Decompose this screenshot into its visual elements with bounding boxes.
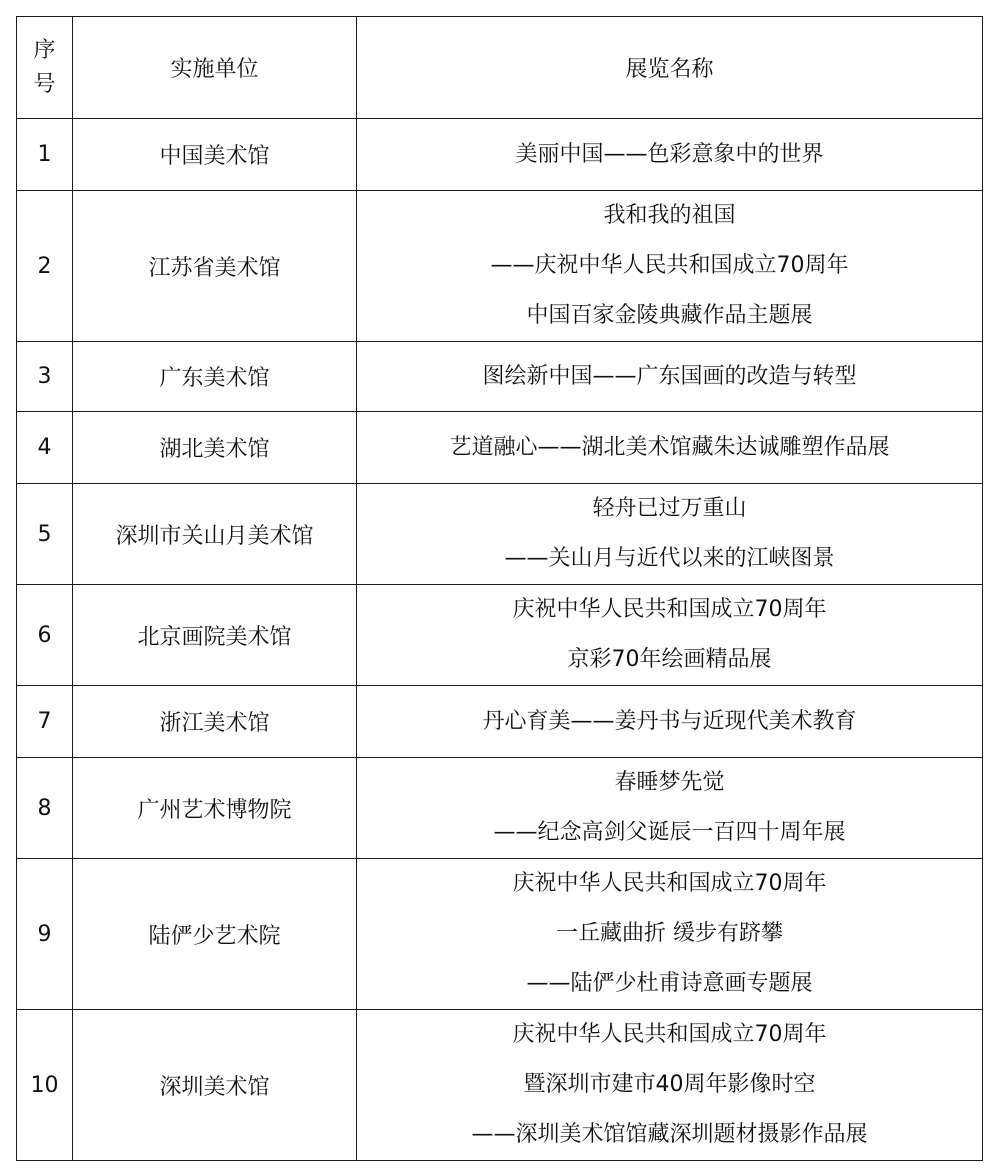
exhibition-line: 春睡梦先觉 [614,770,725,795]
exhibition-line: 暨深圳市建市40周年影像时空 [523,1072,816,1097]
exhibition-cell [357,1010,983,1161]
row-number: 4 [17,412,73,484]
exhibition-line: ——陆俨少杜甫诗意画专题展 [526,971,813,996]
organization-cell: 陆俨少艺术院 [73,859,357,1010]
exhibition-cell [357,484,983,585]
organization-cell: 广州艺术博物院 [73,758,357,859]
exhibition-line: ——庆祝中华人民共和国成立70周年 [490,253,849,278]
row-number: 3 [17,342,73,412]
organization-cell: 北京画院美术馆 [73,585,357,686]
exhibition-line: ——关山月与近代以来的江峡图景 [504,546,835,571]
header-serial-number [17,17,73,119]
organization-cell: 湖北美术馆 [73,412,357,484]
table-row [17,191,983,342]
exhibition-line: ——深圳美术馆馆藏深圳题材摄影作品展 [471,1122,868,1147]
organization-cell: 深圳市关山月美术馆 [73,484,357,585]
organization-cell: 中国美术馆 [73,119,357,191]
table-row [17,859,983,1010]
header-serial-line-2: 号 [33,71,56,97]
exhibition-line: 丹心育美——姜丹书与近现代美术教育 [482,708,857,734]
exhibition-line: 庆祝中华人民共和国成立70周年 [512,871,827,896]
row-number: 2 [17,191,73,342]
exhibition-cell [357,119,983,191]
header-exhibition-name: 展览名称 [357,17,983,119]
exhibition-line: 我和我的祖国 [603,203,736,228]
table-row [17,585,983,686]
exhibition-cell [357,758,983,859]
row-number: 1 [17,119,73,191]
exhibition-line: 轻舟已过万重山 [592,496,747,521]
exhibition-cell [357,585,983,686]
row-number: 9 [17,859,73,1010]
exhibition-line: 艺道融心——湖北美术馆藏朱达诚雕塑作品展 [449,434,890,460]
table-header-row [17,17,983,119]
row-number: 8 [17,758,73,859]
exhibition-table [16,16,983,1161]
table-row [17,342,983,412]
row-number: 6 [17,585,73,686]
exhibition-line: 一丘藏曲折 缓步有跻攀 [556,921,783,946]
exhibition-cell [357,686,983,758]
table-row [17,484,983,585]
table-row [17,412,983,484]
exhibition-line: 京彩70年绘画精品展 [567,647,772,672]
organization-cell: 深圳美术馆 [73,1010,357,1161]
exhibition-line: 庆祝中华人民共和国成立70周年 [512,1022,827,1047]
exhibition-cell [357,342,983,412]
organization-cell: 浙江美术馆 [73,686,357,758]
organization-cell: 广东美术馆 [73,342,357,412]
table-row [17,758,983,859]
table-row [17,119,983,191]
table-row [17,1010,983,1161]
row-number: 10 [17,1010,73,1161]
exhibition-line: 中国百家金陵典藏作品主题展 [526,303,813,328]
organization-cell: 江苏省美术馆 [73,191,357,342]
exhibition-line: 庆祝中华人民共和国成立70周年 [512,597,827,622]
row-number: 7 [17,686,73,758]
exhibition-cell [357,191,983,342]
exhibition-line: 图绘新中国——广东国画的改造与转型 [482,363,857,389]
exhibition-line: 美丽中国——色彩意象中的世界 [515,141,824,167]
exhibition-cell [357,859,983,1010]
row-number: 5 [17,484,73,585]
table-row [17,686,983,758]
exhibition-line: ——纪念高剑父诞辰一百四十周年展 [493,820,846,845]
header-organization: 实施单位 [73,17,357,119]
header-serial-line-1: 序 [33,37,56,63]
exhibition-cell [357,412,983,484]
